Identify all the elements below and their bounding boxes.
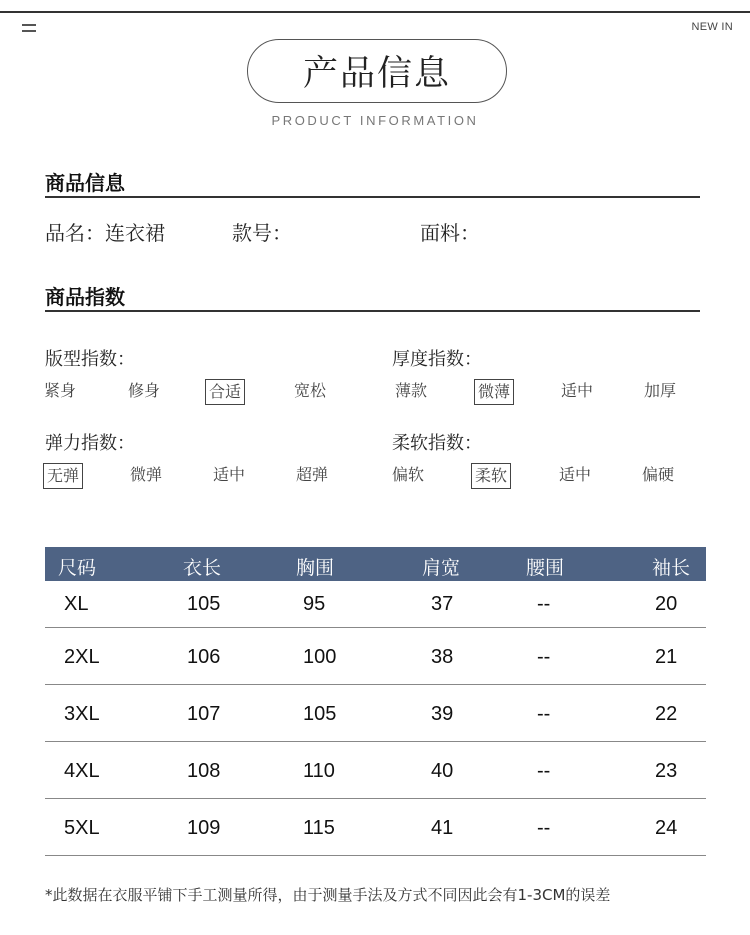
cell-shoulder: 40	[431, 760, 454, 782]
table-row	[45, 685, 706, 742]
cell-waist: --	[537, 703, 551, 725]
measurement-footnote: *此数据在衣服平铺下手工测量所得，由于测量手法及方式不同因此会有1-3CM的误差	[45, 886, 611, 904]
cell-size: 4XL	[64, 760, 100, 782]
cell-shoulder: 41	[431, 817, 454, 839]
header-sleeve: 袖长	[652, 557, 691, 579]
cell-sleeve: 23	[655, 760, 678, 782]
cell-chest: 105	[303, 703, 337, 725]
cell-chest: 115	[303, 817, 335, 839]
cell-size: 5XL	[64, 817, 100, 839]
fit-option: 宽松	[294, 381, 327, 400]
goods-index-heading: 商品指数	[45, 285, 125, 309]
cell-shoulder: 37	[431, 593, 454, 615]
header-length: 衣长	[183, 557, 222, 579]
softness-option-selected: 柔软	[471, 463, 511, 489]
thickness-option: 薄款	[395, 381, 428, 400]
page-title: 产品信息	[247, 39, 507, 103]
cell-chest: 110	[303, 760, 335, 782]
cell-length: 109	[187, 817, 221, 839]
size-table-header	[45, 547, 706, 581]
table-row	[45, 581, 706, 628]
cell-sleeve: 20	[655, 593, 678, 615]
size-table	[45, 547, 706, 856]
product-name: 品名：连衣裙	[45, 221, 165, 245]
cell-size: XL	[64, 593, 89, 615]
top-divider	[0, 11, 750, 13]
cell-chest: 95	[303, 593, 326, 615]
softness-index-label: 柔软指数：	[392, 433, 482, 454]
cell-chest: 100	[303, 646, 337, 668]
cell-size: 3XL	[64, 703, 100, 725]
cell-sleeve: 24	[655, 817, 678, 839]
elasticity-option-selected: 无弹	[43, 463, 83, 489]
cell-waist: --	[537, 817, 551, 839]
elasticity-option: 微弹	[130, 465, 163, 484]
cell-length: 105	[187, 593, 221, 615]
cell-length: 106	[187, 646, 221, 668]
cell-sleeve: 21	[655, 646, 678, 668]
cell-waist: --	[537, 593, 551, 615]
menu-icon[interactable]	[22, 24, 36, 33]
elasticity-option: 适中	[213, 465, 246, 484]
thickness-option: 适中	[561, 381, 594, 400]
elasticity-option: 超弹	[296, 465, 329, 484]
cell-waist: --	[537, 646, 551, 668]
softness-option: 适中	[559, 465, 592, 484]
goods-info-divider	[45, 196, 700, 198]
fit-option-selected: 合适	[205, 379, 245, 405]
fit-option: 紧身	[44, 381, 77, 400]
cell-shoulder: 39	[431, 703, 454, 725]
page-subtitle: PRODUCT INFORMATION	[271, 113, 479, 128]
header-size: 尺码	[58, 557, 97, 579]
cell-waist: --	[537, 760, 551, 782]
header-waist: 腰围	[526, 557, 565, 579]
fit-index-label: 版型指数：	[45, 349, 135, 370]
new-in-label: NEW IN	[691, 21, 733, 33]
cell-sleeve: 22	[655, 703, 678, 725]
header-shoulder: 肩宽	[422, 557, 461, 579]
softness-option: 偏软	[392, 465, 425, 484]
style-number: 款号：	[232, 221, 292, 245]
cell-size: 2XL	[64, 646, 100, 668]
table-row	[45, 799, 706, 856]
table-row	[45, 742, 706, 799]
thickness-option-selected: 微薄	[474, 379, 514, 405]
cell-length: 108	[187, 760, 221, 782]
header-chest: 胸围	[296, 557, 335, 579]
thickness-option: 加厚	[644, 381, 677, 400]
cell-length: 107	[187, 703, 221, 725]
thickness-index-label: 厚度指数：	[392, 349, 482, 370]
table-row	[45, 628, 706, 685]
softness-option: 偏硬	[642, 465, 675, 484]
cell-shoulder: 38	[431, 646, 454, 668]
elasticity-index-label: 弹力指数：	[45, 433, 135, 454]
goods-index-divider	[45, 310, 700, 312]
fit-option: 修身	[128, 381, 161, 400]
fabric: 面料：	[420, 221, 480, 245]
goods-info-heading: 商品信息	[45, 171, 125, 195]
